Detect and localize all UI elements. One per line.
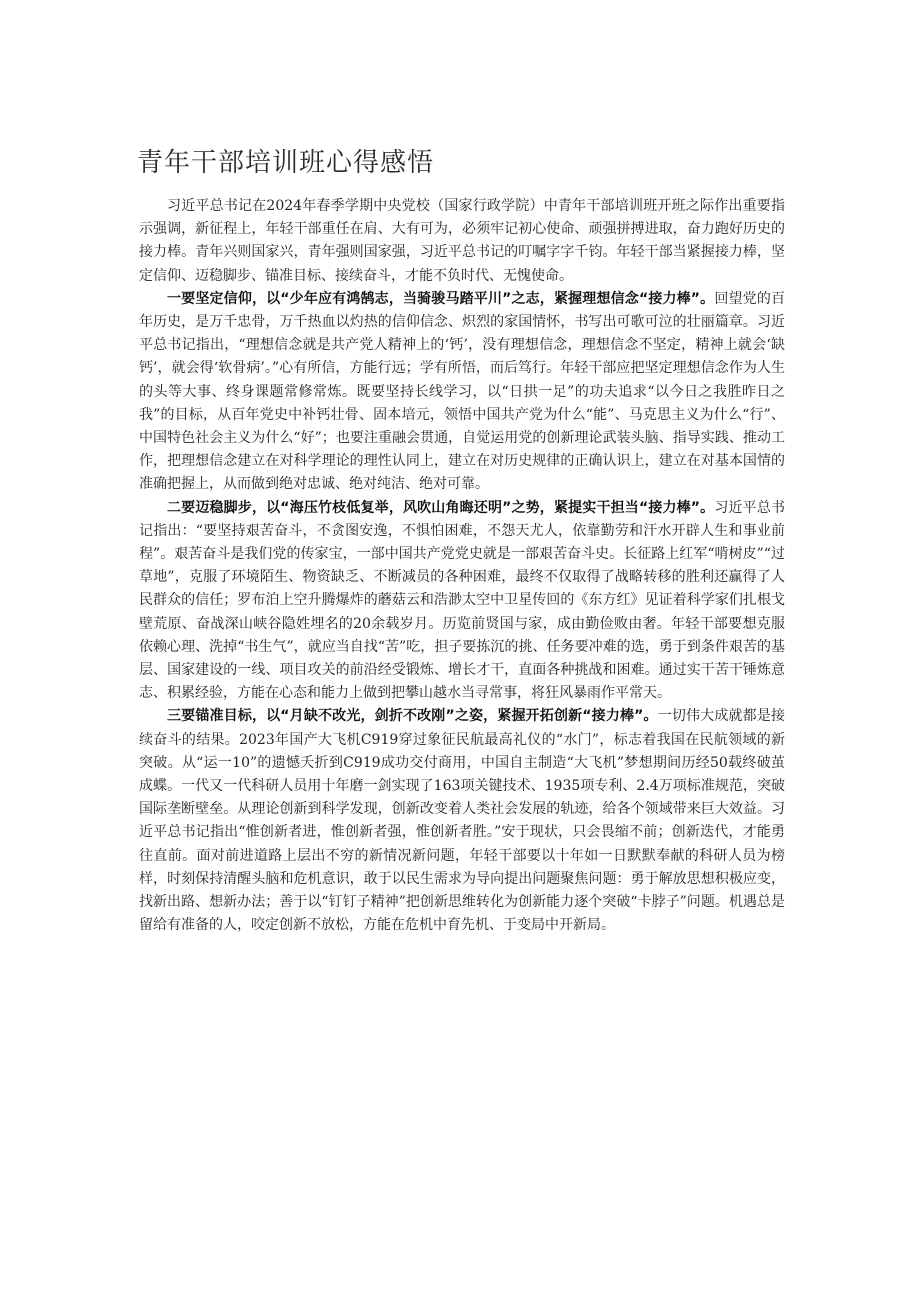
paragraph-text: 一切伟大成就都是接续奋斗的结果。2023年国产大飞机C919穿过象征民航最高礼仪的“水门”，标志着我国在民航领域的新突破。从“运一10”的遗憾夭折到C919成功交付商用，中国自主制造“大飞机”梦想期间历经50载终破茧成蝶。一代又一代科研人员用十年磨一剑实现了163项关键技术、1935项专利、2.4万项标准规范，突破国际垄断壁垒。从理论创新到科学发现，创新改变着人类社会发展的轨迹，给各个领域带来巨大效益。习近平总书记指出“惟创新者进，惟创新者强，惟创新者胜。”安于现状，只会畏缩不前；创新迭代，才能勇往直前。面对前进道路上层出不穷的新情况新问题，年轻干部要以十年如一日默默奉献的科研人员为榜样，时刻保持清醒头脑和危机意识，敢于以民生需求为导向提出问题聚焦问题：勇于解放思想积极应变，找新出路、想新办法；善于以“钉钉子精神”把创新思维转化为创新能力逐个突破“卡脖子”问题。机遇总是留给有准备的人，咬定创新不放松，方能在危机中育先机、于变局中开新局。 bbox=[139, 708, 785, 934]
paragraph-heading: 一要坚定信仰，以“少年应有鸿鹄志，当骑骏马踏平川”之志，紧握理想信念“接力棒”。 bbox=[167, 290, 715, 307]
document-body bbox=[139, 195, 785, 938]
document-title: 青年干部培训班心得感悟 bbox=[137, 148, 435, 178]
paragraph-intro bbox=[139, 195, 785, 288]
paragraph-text: 回望党的百年历史，是万千忠骨，万千热血以灼热的信仰信念、炽烈的家国情怀，书写出可歌可泣的壮丽篇章。习近平总书记指出，“理想信念就是共产党人精神上的‘钙’，没有理想信念，理想信念不坚定，精神上就会‘缺钙’，就会得‘软骨病’。”心有所信，方能行远；学有所悟，而后笃行。年轻干部应把坚定理想信念作为人生的头等大事、终身课题常修常炼。既要坚持长线学习，以“日拱一足”的功夫追求“以今日之我胜昨日之我”的目标，从百年党史中补钙壮骨、固本培元，领悟中国共产党为什么“能”、马克思主义为什么“行”、中国特色社会主义为什么“好”；也要注重融会贯通，自觉运用党的创新理论武装头脑、指导实践、推动工作，把理想信念建立在对科学理论的理性认同上，建立在对历史规律的正确认识上，建立在对基本国情的准确把握上，从而做到绝对忠诚、绝对纯洁、绝对可靠。 bbox=[139, 290, 785, 493]
paragraph-heading: 二要迈稳脚步，以“海压竹枝低复举，风吹山角晦还明”之势，紧提实干担当“接力棒”。 bbox=[167, 499, 715, 516]
paragraph-faith bbox=[139, 288, 785, 497]
paragraph-text: 习近平总书记指出：“要坚持艰苦奋斗，不贪图安逸，不惧怕困难，不怨天尤人，依靠勤劳和汗水开辟人生和事业前程”。艰苦奋斗是我们党的传家宝，一部中国共产党党史就是一部艰苦奋斗史。长征路上红军“啃树皮”“过草地”，克服了环境陌生、物资缺乏、不断减员的各种困难，最终不仅取得了战略转移的胜利还赢得了人民群众的信任；罗布泊上空升腾爆炸的蘑菇云和浩渺太空中卫星传回的《东方红》见证着科学家们扎根戈壁荒原、奋战深山峡谷隐姓埋名的20余载岁月。历览前贤国与家，成由勤俭败由奢。年轻干部要想克服依赖心理、洗掉“书生气”，就应当自找“苦”吃，担子要拣沉的挑、任务要冲难的选，勇于到条件艰苦的基层、国家建设的一线、项目攻关的前沿经受锻炼、增长才干，直面各种挑战和困难。通过实干苦干锤炼意志、积累经验，方能在心态和能力上做到把攀山越水当寻常事，将狂风暴雨作平常天。 bbox=[139, 499, 785, 702]
paragraph-goals bbox=[139, 705, 785, 937]
paragraph-steps bbox=[139, 497, 785, 706]
paragraph-heading: 三要锚准目标，以“月缺不改光，剑折不改刚”之姿，紧握开拓创新“接力棒”。 bbox=[167, 708, 658, 725]
paragraph-text: 习近平总书记在2024年春季学期中央党校（国家行政学院）中青年干部培训班开班之际作出重要指示强调，新征程上，年轻干部重任在肩、大有可为，必须牢记初心使命、顽强拼搏进取，奋力跑好历史的接力棒。青年兴则国家兴，青年强则国家强，习近平总书记的叮嘱字字千钧。年轻干部当紧握接力棒，坚定信仰、迈稳脚步、锚准目标、接续奋斗，才能不负时代、无愧使命。 bbox=[139, 198, 785, 284]
